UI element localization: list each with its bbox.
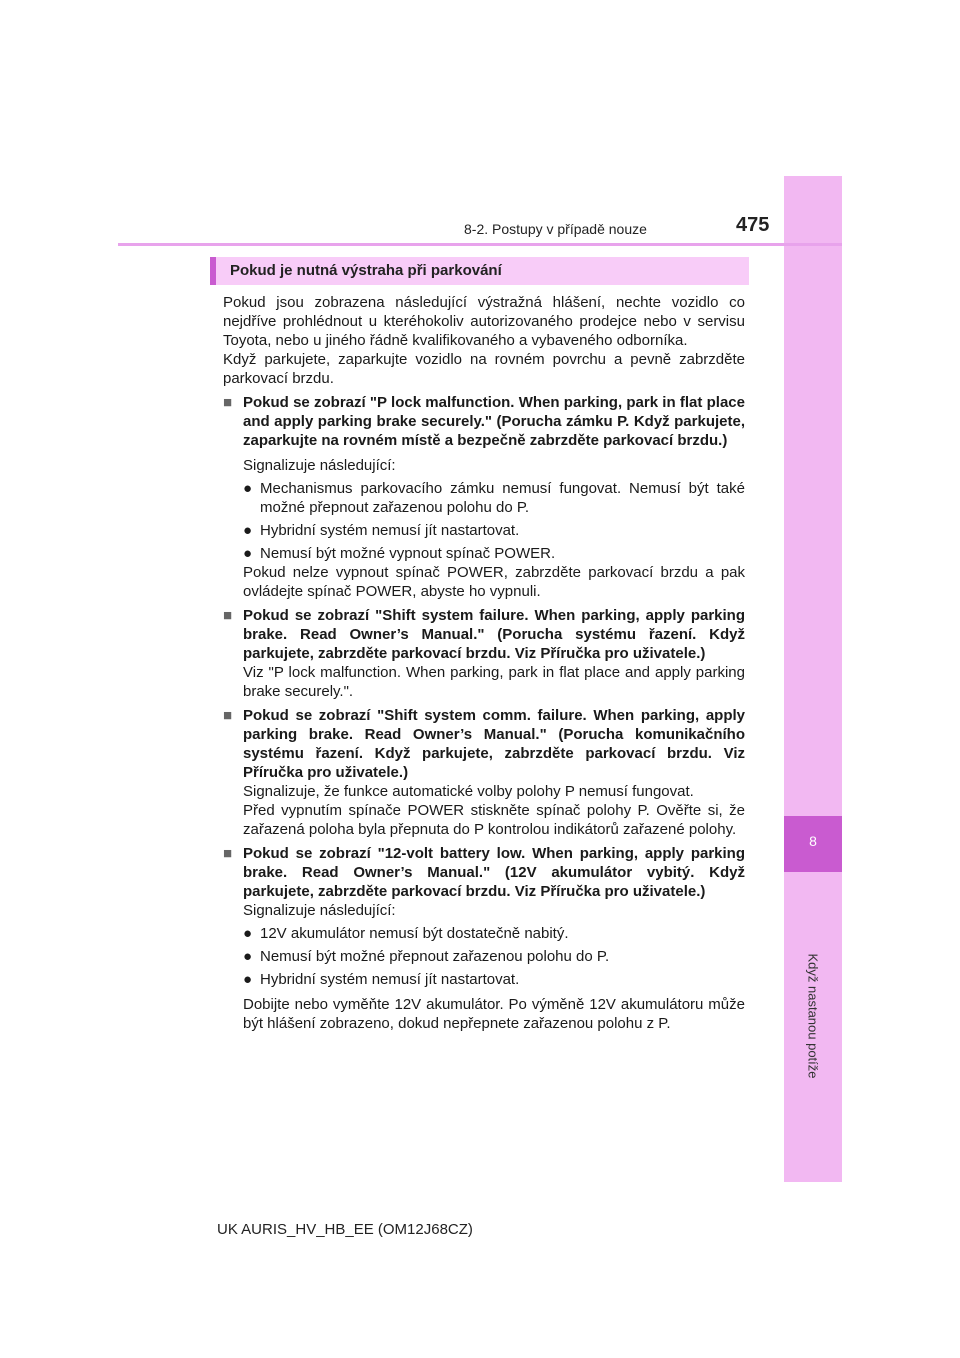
warning-heading: Pokud se zobrazí "Shift system failure. When parking, apply parking brake. Read Owner’s Manual." (Porucha systému řazení. Když parkujete, zabrzděte parkovací brzdu. Viz Příručka pro uživatele.) (243, 607, 745, 662)
dot-bullet-icon: ● (243, 480, 253, 497)
dot-bullet-icon: ● (243, 545, 253, 562)
list-item (243, 947, 745, 966)
warning-heading: Pokud se zobrazí "P lock malfunction. When parking, park in flat place and apply parking brake securely." (Porucha zámku P. Když parkujete, zaparkujte na rovném místě a bezpečně zabrzděte parkovací brzdu.) (243, 394, 745, 449)
reference-text: Viz "P lock malfunction. When parking, park in flat place and apply parking brake securely.". (243, 664, 745, 700)
list-item-text: Mechanismus parkovacího zámku nemusí fungovat. Nemusí být také možné přepnout zařazenou polohu do P. (260, 480, 745, 516)
page-number: 475 (736, 214, 770, 236)
instruction-text: Před vypnutím spínače POWER stiskněte spínač polohy P. Ověřte si, že zařazená poloha byla přepnuta do P kontrolou indikátorů zařazené polohy. (243, 802, 745, 838)
section-heading-box (210, 257, 749, 285)
chapter-number: 8 (809, 833, 817, 849)
list-item (243, 479, 745, 517)
list-item (243, 970, 745, 989)
signal-lead: Signalizuje následující: (243, 457, 396, 474)
square-bullet-icon: ■ (223, 394, 233, 411)
list-item (243, 521, 745, 540)
instruction-text: Pokud nelze vypnout spínač POWER, zabrzděte parkovací brzdu a pak ovládejte spínač POWER, abyste ho vypnuli. (243, 564, 745, 600)
document-code: UK AURIS_HV_HB_EE (OM12J68CZ) (217, 1221, 473, 1238)
square-bullet-icon: ■ (223, 845, 233, 862)
list-item-text: 12V akumulátor nemusí být dostatečně nabitý. (260, 925, 569, 942)
chapter-title: Když nastanou potíže (805, 953, 821, 1079)
warning-item (223, 844, 745, 901)
signal-lead: Signalizuje následující: (243, 902, 396, 919)
dot-bullet-icon: ● (243, 948, 253, 965)
list-item-text: Hybridní systém nemusí jít nastartovat. (260, 971, 520, 988)
warning-heading: Pokud se zobrazí "12-volt battery low. When parking, apply parking brake. Read Owner’s Manual." (12V akumulátor vybitý. Když parkujete, zabrzděte parkovací brzdu. Viz Příručka pro uživatele.) (243, 845, 745, 900)
list-item (243, 544, 745, 563)
list-item-text: Hybridní systém nemusí jít nastartovat. (260, 522, 520, 539)
warning-item (223, 706, 745, 782)
list-item-text: Nemusí být možné přepnout zařazenou polohu do P. (260, 948, 610, 965)
warning-heading: Pokud se zobrazí "Shift system comm. failure. When parking, apply parking brake. Read Owner’s Manual." (Porucha komunikačního systému řazení. Když parkujete, zabrzděte parkovací brzdu. Viz Příručka pro uživatele.) (243, 707, 745, 781)
dot-bullet-icon: ● (243, 522, 253, 539)
chapter-side-tab (784, 176, 842, 1182)
square-bullet-icon: ■ (223, 607, 233, 624)
dot-bullet-icon: ● (243, 925, 253, 942)
instruction-text: Dobijte nebo vyměňte 12V akumulátor. Po výměně 12V akumulátoru může být hlášení zobrazeno, dokud nepřepnete zařazenou polohu z P. (243, 996, 745, 1032)
dot-bullet-icon: ● (243, 971, 253, 988)
square-bullet-icon: ■ (223, 707, 233, 724)
list-item (243, 924, 745, 943)
main-content (223, 293, 745, 1033)
warning-item (223, 606, 745, 663)
signal-text: Signalizuje, že funkce automatické volby polohy P nemusí fungovat. (243, 783, 694, 800)
header-divider (118, 243, 842, 246)
running-header: 8-2. Postupy v případě nouze (464, 221, 647, 237)
section-title: Pokud je nutná výstraha při parkování (230, 262, 502, 279)
intro-paragraph: Pokud jsou zobrazena následující výstražná hlášení, nechte vozidlo co nejdříve prohlédnout u kteréhokoliv autorizovaného prodejce nebo v servisu Toyota, nebo u jiného řádně kvalifikovaného a vybaveného odborníka. (223, 294, 745, 349)
warning-item (223, 393, 745, 450)
intro-paragraph-parking: Když parkujete, zaparkujte vozidlo na rovném povrchu a pevně zabrzděte parkovací brzdu. (223, 351, 745, 387)
list-item-text: Nemusí být možné vypnout spínač POWER. (260, 545, 556, 562)
